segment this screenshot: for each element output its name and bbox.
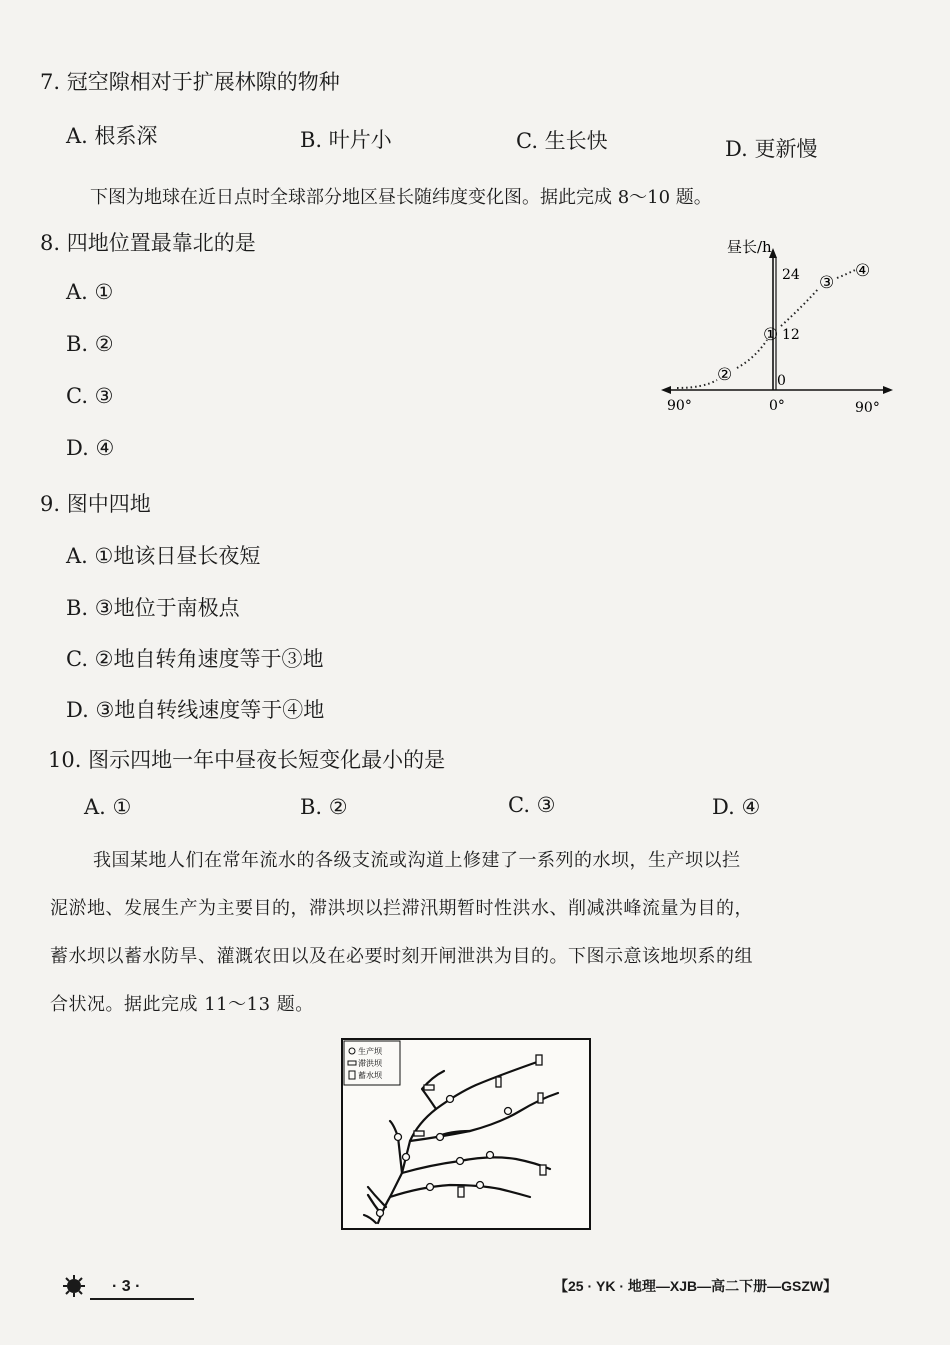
legend-production-dam: 生产坝	[358, 1047, 382, 1056]
chart-tick-12: 12	[782, 327, 800, 343]
q10-option-b: B. ②	[300, 795, 348, 819]
q9-option-b: B. ③地位于南极点	[66, 596, 240, 620]
chart-tick-lat-right: 90°	[855, 400, 880, 416]
chart-curve-south-tail	[677, 380, 717, 388]
q9-option-c: C. ②地自转角速度等于③地	[66, 647, 324, 671]
chart-curve-north-tail	[837, 270, 855, 278]
para-11-13-line2: 泥淤地、发展生产为主要目的，滞洪坝以拦滞汛期暂时性洪水、削减洪峰流量为目的，	[50, 898, 753, 919]
footer-page-number: · 3 ·	[112, 1278, 141, 1295]
chart-y-label: 昼长/h	[727, 238, 772, 256]
footer-exam-code: 【25 · YK · 地理—XJB—高二下册—GSZW】	[554, 1278, 838, 1294]
q10-option-c: C. ③	[508, 793, 556, 817]
para-11-13-line1: 我国某地人们在常年流水的各级支流或沟道上修建了一系列的水坝，生产坝以拦	[93, 850, 741, 871]
chart-point-4: ④	[855, 261, 871, 281]
q10-stem: 10. 图示四地一年中昼夜长短变化最小的是	[48, 748, 446, 772]
q9-option-d: D. ③地自转线速度等于④地	[66, 698, 325, 722]
legend-storage-dam: 蓄水坝	[358, 1071, 382, 1080]
q10-option-d: D. ④	[712, 795, 761, 819]
q8-stem: 8. 四地位置最靠北的是	[40, 231, 256, 255]
q8-option-c: C. ③	[66, 384, 114, 408]
chart-tick-24: 24	[782, 267, 800, 283]
legend-flood-dam: 滞洪坝	[358, 1059, 382, 1068]
q9-stem: 9. 图中四地	[40, 492, 151, 516]
chart-point-2: ②	[717, 365, 733, 385]
q7-option-b: B. 叶片小	[300, 128, 392, 152]
chart-x-arrow-left	[661, 386, 671, 394]
q8-option-a: A. ①	[66, 280, 114, 304]
footer-logo-icon	[62, 1274, 86, 1298]
q10-option-a: A. ①	[84, 795, 132, 819]
q7-stem: 7. 冠空隙相对于扩展林隙的物种	[40, 70, 340, 94]
q9-option-a: A. ①地该日昼长夜短	[66, 544, 261, 568]
para-11-13-line3: 蓄水坝以蓄水防旱、灌溉农田以及在必要时刻开闸泄洪为目的。下图示意该地坝系的组	[50, 946, 753, 967]
para-11-13-line4: 合状况。据此完成 11～13 题。	[50, 994, 314, 1015]
chart-point-1: ①	[763, 325, 779, 345]
chart-tick-0: 0	[777, 373, 786, 389]
chart-curve-north	[781, 288, 819, 326]
q7-option-d: D. 更新慢	[725, 137, 818, 161]
footer-underline	[90, 1298, 194, 1300]
chart-tick-lat-zero: 0°	[769, 398, 785, 414]
q8-option-b: B. ②	[66, 332, 114, 356]
chart-point-3: ③	[819, 273, 835, 293]
dam-system-map	[340, 1037, 592, 1231]
chart-x-arrow-right	[883, 386, 893, 394]
intro-8-10: 下图为地球在近日点时全球部分地区昼长随纬度变化图。据此完成 8～10 题。	[90, 187, 712, 208]
q8-option-d: D. ④	[66, 436, 115, 460]
daylength-chart	[655, 228, 900, 423]
chart-tick-lat-left: 90°	[667, 398, 692, 414]
q7-option-a: A. 根系深	[66, 124, 158, 148]
q7-option-c: C. 生长快	[516, 129, 608, 153]
